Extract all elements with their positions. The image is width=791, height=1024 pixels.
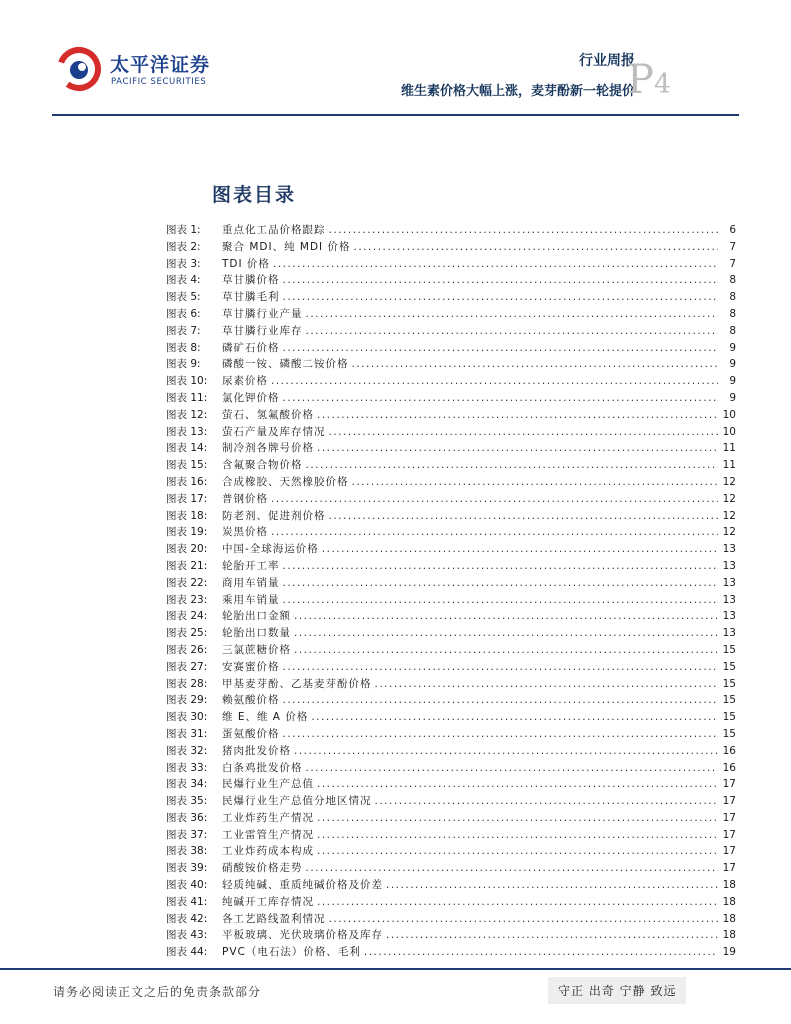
toc-entry-body	[222, 256, 718, 273]
toc-entry-label: 图表 41:	[166, 895, 208, 908]
toc-entry-page: 17	[722, 811, 736, 824]
page-number: 4	[653, 69, 672, 100]
toc-entry[interactable]	[166, 659, 738, 676]
toc-entry-body	[222, 340, 718, 357]
toc-entry-body	[222, 709, 718, 726]
toc-entry-title: 合成橡胶、天然橡胶价格	[222, 475, 349, 488]
toc-entry-page: 19	[722, 946, 736, 959]
toc-entry-title: 纯碱开工库存情况	[222, 895, 314, 908]
toc-entry-page: 10	[722, 425, 736, 438]
toc-entry-title: 轻质纯碱、重质纯碱价格及价差	[222, 879, 383, 892]
toc-entry-label: 图表 21:	[166, 559, 208, 572]
toc-entry-body	[222, 524, 718, 541]
toc-entry-body	[222, 508, 718, 525]
toc-dot-leader	[306, 457, 719, 474]
toc-entry-label: 图表 44:	[166, 946, 208, 959]
toc-entry-title: PVC（电石法）价格、毛利	[222, 946, 361, 959]
toc-entry-body	[222, 575, 718, 592]
toc-entry-body	[222, 860, 718, 877]
toc-entry-title: 草甘膦价格	[222, 274, 280, 287]
toc-entry-label: 图表 22:	[166, 576, 208, 589]
toc-entry-label: 图表 24:	[166, 610, 208, 623]
toc-dot-leader	[317, 894, 718, 911]
toc-entry[interactable]	[166, 340, 738, 357]
toc-dot-leader	[283, 340, 719, 357]
toc-entry-body	[222, 760, 718, 777]
toc-entry-page: 13	[722, 627, 736, 640]
toc-entry-page: 12	[722, 509, 736, 522]
toc-entry[interactable]	[166, 692, 738, 709]
toc-dot-leader	[317, 407, 718, 424]
toc-dot-leader	[386, 877, 718, 894]
toc-entry-body	[222, 894, 718, 911]
toc-entry[interactable]	[166, 356, 738, 373]
company-logo	[54, 44, 214, 94]
toc-dot-leader	[317, 827, 718, 844]
toc-entry-body	[222, 289, 718, 306]
toc-entry-page: 13	[722, 543, 736, 556]
toc-entry-title: 赖氨酸价格	[222, 694, 280, 707]
toc-entry-body	[222, 592, 718, 609]
toc-entry-body	[222, 457, 718, 474]
toc-entry[interactable]	[166, 575, 738, 592]
toc-entry-label: 图表 36:	[166, 811, 208, 824]
toc-entry-label: 图表 23:	[166, 593, 208, 606]
toc-entry-body	[222, 692, 718, 709]
toc-entry-body	[222, 877, 718, 894]
toc-dot-leader	[317, 776, 718, 793]
toc-entry-page: 17	[722, 862, 736, 875]
toc-entry[interactable]	[166, 894, 738, 911]
toc-entry-title: 三氯蔗糖价格	[222, 643, 291, 656]
toc-dot-leader	[294, 608, 718, 625]
toc-entry-page: 17	[722, 795, 736, 808]
toc-entry[interactable]	[166, 323, 738, 340]
toc-entry-page: 18	[722, 895, 736, 908]
toc-dot-leader	[317, 440, 718, 457]
toc-dot-leader	[294, 625, 718, 642]
toc-entry-page: 12	[722, 492, 736, 505]
toc-entry-body	[222, 827, 718, 844]
toc-entry-label: 图表 1:	[166, 224, 201, 236]
toc-entry[interactable]	[166, 592, 738, 609]
toc-entry-title: 草甘膦行业产量	[222, 307, 303, 320]
toc-entry-title: 重点化工品价格跟踪	[222, 224, 326, 236]
toc-entry[interactable]	[166, 306, 738, 323]
toc-entry-body	[222, 676, 718, 693]
toc-dot-leader	[329, 911, 719, 928]
toc-entry-label: 图表 3:	[166, 257, 201, 270]
toc-entry[interactable]	[166, 776, 738, 793]
toc-entry-label: 图表 17:	[166, 492, 208, 505]
toc-entry-body	[222, 625, 718, 642]
report-title: 维生素价格大幅上涨，麦芽酚新一轮提价	[400, 84, 635, 99]
report-type: 行业周报	[579, 53, 635, 69]
toc-entry-label: 图表 29:	[166, 694, 208, 707]
toc-entry-label: 图表 33:	[166, 761, 208, 774]
toc-entry-label: 图表 32:	[166, 744, 208, 757]
toc-entry-title: 民爆行业生产总值分地区情况	[222, 795, 372, 808]
toc-entry-label: 图表 12:	[166, 408, 208, 421]
page-number-mark	[627, 57, 672, 103]
toc-entry[interactable]	[166, 491, 738, 508]
toc-entry-title: 平板玻璃、光伏玻璃价格及库存	[222, 929, 383, 942]
toc-entry-page: 15	[722, 694, 736, 707]
toc-entry[interactable]	[166, 272, 738, 289]
toc-entry[interactable]	[166, 676, 738, 693]
toc-entry-body	[222, 608, 718, 625]
toc-entry-title: 磷矿石价格	[222, 341, 280, 354]
toc-entry[interactable]	[166, 373, 738, 390]
toc-list	[166, 222, 738, 961]
toc-entry-title: 维 E、维 A 价格	[222, 711, 309, 724]
toc-dot-leader	[322, 541, 718, 558]
toc-entry-body	[222, 810, 718, 827]
toc-entry-body	[222, 491, 718, 508]
toc-entry-body	[222, 911, 718, 928]
toc-entry-page: 8	[729, 307, 736, 320]
toc-entry-body	[222, 843, 718, 860]
toc-dot-leader	[306, 860, 719, 877]
toc-entry-page: 17	[722, 845, 736, 858]
toc-dot-leader	[271, 524, 718, 541]
toc-entry-label: 图表 20:	[166, 543, 208, 556]
toc-entry[interactable]	[166, 239, 738, 256]
toc-entry-page: 9	[729, 391, 736, 404]
toc-entry-body	[222, 793, 718, 810]
toc-dot-leader	[283, 272, 719, 289]
toc-entry[interactable]	[166, 625, 738, 642]
toc-entry-page: 15	[722, 727, 736, 740]
toc-entry-body	[222, 474, 718, 491]
toc-entry-page: 15	[722, 711, 736, 724]
toc-entry-title: 中国-全球海运价格	[222, 543, 319, 556]
toc-dot-leader	[311, 709, 718, 726]
toc-entry[interactable]	[166, 944, 738, 961]
toc-dot-leader	[329, 508, 719, 525]
toc-entry[interactable]	[166, 390, 738, 407]
toc-entry-body	[222, 743, 718, 760]
toc-dot-leader	[283, 575, 719, 592]
toc-dot-leader	[352, 474, 719, 491]
toc-entry-page: 13	[722, 559, 736, 572]
toc-entry-title: 制冷剂各牌号价格	[222, 442, 314, 455]
toc-entry-label: 图表 13:	[166, 425, 208, 438]
toc-entry-label: 图表 5:	[166, 291, 201, 304]
toc-entry-label: 图表 30:	[166, 711, 208, 724]
toc-dot-leader	[329, 222, 719, 239]
toc-entry-page: 12	[722, 526, 736, 539]
toc-entry-title: 普钢价格	[222, 492, 268, 505]
toc-entry-label: 图表 27:	[166, 660, 208, 673]
toc-entry-label: 图表 8:	[166, 341, 201, 354]
toc-entry-body	[222, 440, 718, 457]
toc-dot-leader	[283, 592, 719, 609]
toc-dot-leader	[294, 743, 718, 760]
toc-entry-title: 猪肉批发价格	[222, 744, 291, 757]
toc-entry-label: 图表 4:	[166, 274, 201, 287]
toc-entry-title: 轮胎出口金额	[222, 610, 291, 623]
toc-entry-title: 商用车销量	[222, 576, 280, 589]
toc-dot-leader	[271, 491, 718, 508]
toc-entry[interactable]	[166, 743, 738, 760]
toc-entry[interactable]	[166, 810, 738, 827]
toc-entry[interactable]	[166, 760, 738, 777]
toc-entry[interactable]	[166, 726, 738, 743]
toc-entry-page: 17	[722, 828, 736, 841]
toc-dot-leader	[306, 323, 719, 340]
toc-dot-leader	[375, 676, 719, 693]
toc-entry[interactable]	[166, 642, 738, 659]
toc-dot-leader	[352, 356, 719, 373]
toc-entry-title: 工业雷管生产情况	[222, 828, 314, 841]
toc-entry-title: 草甘膦行业库存	[222, 324, 303, 337]
toc-entry-title: 工业炸药生产情况	[222, 811, 314, 824]
toc-entry[interactable]	[166, 709, 738, 726]
toc-entry-title: 草甘膦毛利	[222, 291, 280, 304]
toc-entry-label: 图表 11:	[166, 391, 208, 404]
toc-entry-body	[222, 356, 718, 373]
toc-entry-label: 图表 35:	[166, 795, 208, 808]
toc-entry-title: 民爆行业生产总值	[222, 778, 314, 791]
toc-entry-page: 11	[722, 459, 736, 472]
toc-dot-leader	[294, 642, 718, 659]
footer-divider	[0, 968, 791, 970]
toc-dot-leader	[273, 256, 718, 273]
page-letter: P	[627, 57, 654, 103]
toc-entry-page: 15	[722, 643, 736, 656]
toc-entry-title: 安赛蜜价格	[222, 660, 280, 673]
toc-entry-page: 17	[722, 778, 736, 791]
toc-entry-label: 图表 14:	[166, 442, 208, 455]
toc-entry-label: 图表 43:	[166, 929, 208, 942]
toc-entry-label: 图表 9:	[166, 358, 201, 371]
toc-entry-page: 8	[729, 274, 736, 287]
toc-dot-leader	[364, 944, 718, 961]
toc-dot-leader	[354, 239, 719, 256]
toc-entry-title: 乘用车销量	[222, 593, 280, 606]
toc-entry-page: 13	[722, 593, 736, 606]
toc-dot-leader	[317, 810, 718, 827]
toc-entry-page: 7	[729, 257, 736, 270]
toc-entry-label: 图表 37:	[166, 828, 208, 841]
header-divider	[52, 114, 739, 116]
toc-entry-label: 图表 16:	[166, 475, 208, 488]
toc-entry-label: 图表 26:	[166, 643, 208, 656]
toc-entry[interactable]	[166, 860, 738, 877]
toc-entry-body	[222, 424, 718, 441]
toc-entry-label: 图表 38:	[166, 845, 208, 858]
toc-entry-title: 工业炸药成本构成	[222, 845, 314, 858]
toc-entry-label: 图表 10:	[166, 375, 208, 388]
toc-entry-body	[222, 541, 718, 558]
toc-entry[interactable]	[166, 424, 738, 441]
toc-entry-page: 9	[729, 341, 736, 354]
toc-dot-leader	[375, 793, 719, 810]
toc-dot-leader	[386, 927, 718, 944]
toc-entry-page: 18	[722, 879, 736, 892]
toc-dot-leader	[283, 289, 719, 306]
toc-entry-page: 13	[722, 576, 736, 589]
toc-entry-label: 图表 28:	[166, 677, 208, 690]
toc-entry-title: 白条鸡批发价格	[222, 761, 303, 774]
toc-entry-title: 炭黑价格	[222, 526, 268, 539]
pacific-logo-icon	[54, 44, 104, 94]
toc-entry-label: 图表 34:	[166, 778, 208, 791]
footer-motto: 守正 出奇 宁静 致远	[548, 977, 686, 1004]
toc-entry-body	[222, 642, 718, 659]
toc-entry-body	[222, 659, 718, 676]
toc-entry-page: 10	[722, 408, 736, 421]
toc-entry[interactable]	[166, 474, 738, 491]
toc-entry-title: 磷酸一铵、磷酸二铵价格	[222, 358, 349, 371]
toc-entry-page: 9	[729, 375, 736, 388]
toc-entry[interactable]	[166, 524, 738, 541]
toc-entry-title: 轮胎出口数量	[222, 627, 291, 640]
toc-title: 图表目录	[212, 184, 297, 206]
logo-english-name: PACIFIC SECURITIES	[111, 77, 207, 87]
toc-entry-label: 图表 40:	[166, 879, 208, 892]
toc-entry[interactable]	[166, 843, 738, 860]
toc-entry-label: 图表 31:	[166, 727, 208, 740]
toc-entry[interactable]	[166, 541, 738, 558]
toc-entry-body	[222, 927, 718, 944]
toc-entry-page: 11	[722, 442, 736, 455]
toc-entry-body	[222, 222, 718, 239]
toc-entry-label: 图表 42:	[166, 912, 208, 925]
toc-entry-page: 18	[722, 929, 736, 942]
toc-entry[interactable]	[166, 440, 738, 457]
footer-disclaimer: 请务必阅读正文之后的免责条款部分	[53, 985, 262, 999]
toc-entry-title: 尿素价格	[222, 375, 268, 388]
toc-entry[interactable]	[166, 927, 738, 944]
toc-entry[interactable]	[166, 508, 738, 525]
toc-dot-leader	[283, 659, 719, 676]
toc-entry-body	[222, 272, 718, 289]
toc-entry-title: 防老剂、促进剂价格	[222, 509, 326, 522]
toc-entry-label: 图表 18:	[166, 509, 208, 522]
toc-entry-body	[222, 323, 718, 340]
toc-entry-page: 12	[722, 475, 736, 488]
toc-dot-leader	[271, 373, 718, 390]
toc-dot-leader	[306, 306, 719, 323]
toc-dot-leader	[306, 760, 719, 777]
toc-entry-body	[222, 306, 718, 323]
toc-entry-page: 18	[722, 912, 736, 925]
toc-entry-body	[222, 944, 718, 961]
toc-entry-label: 图表 15:	[166, 459, 208, 472]
toc-entry-title: 氯化钾价格	[222, 391, 280, 404]
toc-entry-title: 萤石产量及库存情况	[222, 425, 326, 438]
toc-entry-page: 15	[722, 660, 736, 673]
toc-dot-leader	[283, 390, 719, 407]
toc-entry-title: 蛋氨酸价格	[222, 727, 280, 740]
toc-entry-title: 聚合 MDI、纯 MDI 价格	[222, 240, 351, 253]
toc-entry-body	[222, 407, 718, 424]
toc-entry[interactable]	[166, 608, 738, 625]
toc-entry-title: 萤石、氢氟酸价格	[222, 408, 314, 421]
toc-entry[interactable]	[166, 558, 738, 575]
toc-entry[interactable]	[166, 877, 738, 894]
toc-entry-page: 13	[722, 610, 736, 623]
toc-dot-leader	[329, 424, 719, 441]
toc-entry-page: 8	[729, 291, 736, 304]
toc-entry-page: 16	[722, 761, 736, 774]
toc-entry-title: 硝酸铵价格走势	[222, 862, 303, 875]
toc-entry[interactable]	[166, 911, 738, 928]
toc-entry[interactable]	[166, 457, 738, 474]
toc-entry[interactable]	[166, 407, 738, 424]
toc-entry-label: 图表 7:	[166, 324, 201, 337]
toc-entry-body	[222, 726, 718, 743]
toc-entry-page: 15	[722, 677, 736, 690]
toc-entry-body	[222, 558, 718, 575]
toc-entry-title: 轮胎开工率	[222, 559, 280, 572]
toc-entry-body	[222, 390, 718, 407]
toc-entry-title: TDI 价格	[222, 257, 270, 270]
toc-entry-page: 7	[729, 240, 736, 253]
toc-dot-leader	[283, 558, 719, 575]
toc-entry-label: 图表 25:	[166, 627, 208, 640]
toc-entry-title: 甲基麦芽酚、乙基麦芽酚价格	[222, 677, 372, 690]
toc-entry-body	[222, 373, 718, 390]
toc-entry-label: 图表 6:	[166, 307, 201, 320]
toc-entry-body	[222, 239, 718, 256]
toc-entry[interactable]	[166, 222, 738, 239]
toc-entry[interactable]	[166, 827, 738, 844]
toc-entry-page: 16	[722, 744, 736, 757]
toc-entry-page: 9	[729, 358, 736, 371]
toc-dot-leader	[283, 726, 719, 743]
toc-entry-body	[222, 776, 718, 793]
toc-entry-page: 6	[729, 224, 736, 236]
toc-entry-label: 图表 19:	[166, 526, 208, 539]
toc-entry[interactable]	[166, 256, 738, 273]
toc-entry-label: 图表 39:	[166, 862, 208, 875]
logo-chinese-name: 太平洋证券	[110, 54, 211, 76]
toc-entry[interactable]	[166, 793, 738, 810]
toc-entry-page: 8	[729, 324, 736, 337]
toc-dot-leader	[317, 843, 718, 860]
toc-entry-title: 含氟聚合物价格	[222, 459, 303, 472]
toc-entry-label: 图表 2:	[166, 240, 201, 253]
toc-entry[interactable]	[166, 289, 738, 306]
toc-dot-leader	[283, 692, 719, 709]
toc-entry-title: 各工艺路线盈利情况	[222, 912, 326, 925]
